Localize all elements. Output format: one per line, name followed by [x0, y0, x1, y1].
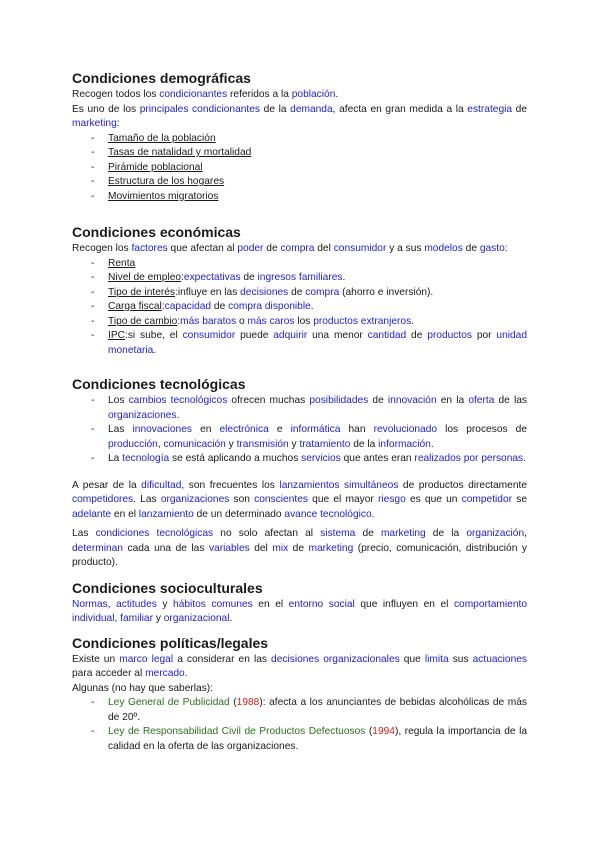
list-item: - Los cambios tecnológicos ofrecen muchas posibilidades de innovación en la oferta de las organizaciones. [72, 394, 527, 423]
term: demanda [290, 103, 333, 115]
paragraph: Recogen los factores que afectan al poder de compra del consumidor y a sus modelos de gasto: [72, 243, 508, 254]
list-item: - Movimientos migratorios [72, 190, 527, 205]
list-item: - Pirámide poblacional [72, 161, 527, 176]
paragraph: Es uno de los principales condicionantes de la demanda, afecta en gran medida a la estrategia de marketing: [72, 103, 527, 129]
list-item: - Renta [72, 257, 527, 272]
heading-condiciones-politicas-legales: Condiciones políticas/legales [72, 634, 269, 651]
paragraph: Las condiciones tecnológicas no solo afectan al sistema de marketing de la organización, determinan cada una de las variables del mix de marketing (precio, comunicación, distribución y producto). [72, 528, 527, 568]
list-item: - Nivel de empleo:expectativas de ingresos familiares. [72, 271, 527, 286]
term: condicionantes [159, 89, 228, 100]
paragraph: Normas, actitudes y hábitos comunes en el entorno social que influyen en el comportamiento individual, familiar y organizacional. [72, 598, 527, 624]
term: población [291, 89, 336, 100]
heading-condiciones-economicas: Condiciones económicas [72, 224, 241, 240]
list-item: - Carga fiscal:capacidad de compra disponible. [72, 300, 527, 315]
bullet-list [72, 257, 527, 359]
list-item: - Tasas de natalidad y mortalidad [72, 146, 527, 161]
paragraph: Recogen todos los condicionantes referidos a la población. [72, 89, 339, 100]
term: marketing [72, 118, 117, 129]
list-item: - La tecnología se está aplicando a muchos servicios que antes eran realizados por personas. [72, 452, 527, 467]
heading-condiciones-socioculturales: Condiciones socioculturales [72, 579, 263, 596]
list-item: - Tipo de cambio:más baratos o más caros los productos extranjeros. [72, 315, 527, 330]
document-content [72, 70, 527, 754]
list-item: - Ley de Responsabilidad Civil de Productos Defectuosos (1994), regula la importancia de la calidad en la oferta de las organizaciones. [72, 725, 527, 754]
list-item: - IPC:si sube, el consumidor puede adquirir una menor cantidad de productos por unidad monetaria. [72, 329, 527, 358]
list-item: - Las innovaciones en electrónica e informática han revolucionado los procesos de producción, comunicación y transmisión y tratamiento de la información. [72, 423, 527, 452]
list-item: - Ley General de Publicidad (1988): afecta a los anunciantes de bebidas alcohólicas de más de 20º. [72, 696, 527, 725]
bullet-list [72, 696, 527, 754]
paragraph: Algunas (no hay que saberlas): [72, 682, 214, 694]
heading-condiciones-demograficas: Condiciones demográficas [72, 70, 251, 86]
list-item: - Tamaño de la población [72, 132, 527, 147]
term: principales condicionantes [139, 103, 261, 115]
list-item: - Tipo de interés:influye en las decisiones de compra (ahorro e inversión). [72, 286, 527, 301]
bullet-list [72, 132, 527, 205]
term: estrategia [467, 103, 513, 115]
paragraph: A pesar de la dificultad, son frecuentes los lanzamientos simultáneos de productos directamente competidores. Las organizaciones son conscientes que el mayor riesgo es que un competidor se adelante en el lanzamiento de un determinado avance tecnológico. [72, 479, 527, 520]
list-item: - Estructura de los hogares [72, 175, 527, 190]
heading-condiciones-tecnologicas: Condiciones tecnológicas [72, 376, 246, 392]
paragraph: Existe un marco legal a considerar en las decisiones organizacionales que limita sus actuaciones para acceder al mercado. [72, 653, 527, 679]
bullet-list [72, 394, 527, 467]
